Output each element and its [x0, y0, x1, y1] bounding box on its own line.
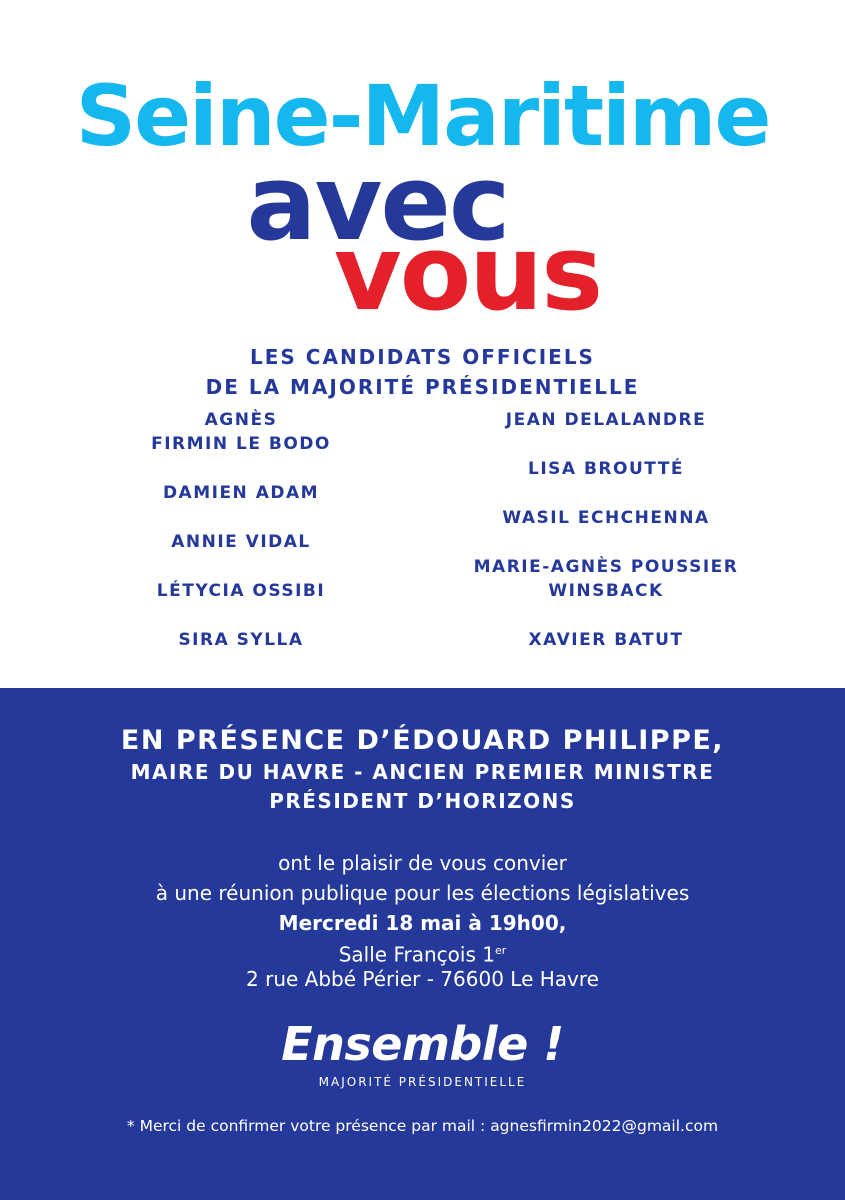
candidates-left	[91, 408, 391, 652]
invitation-venue-sup: er	[494, 944, 507, 957]
candidate	[456, 555, 756, 603]
subtitle-line2: DE LA MAJORITÉ PRÉSIDENTIELLE	[205, 375, 640, 399]
candidate-line: FIRMIN LE BODO	[151, 434, 331, 454]
subtitle-line1: LES CANDIDATS OFFICIELS	[250, 345, 595, 369]
candidate-line: XAVIER BATUT	[528, 630, 684, 650]
headline-vous	[0, 212, 845, 334]
presence-title: EN PRÉSENCE D’ÉDOUARD PHILIPPE,	[120, 725, 725, 756]
brand-logo: Ensemble !	[281, 1017, 564, 1071]
candidate	[456, 506, 756, 530]
candidate-line: SIRA SYLLA	[178, 630, 304, 650]
candidate	[91, 579, 391, 603]
rsvp-note: * Merci de confirmer votre présence par mail : agnesfirmin2022@gmail.com	[126, 1117, 719, 1135]
candidates-right	[456, 408, 756, 652]
headline-seine-maritime: Seine-Maritime	[75, 67, 770, 165]
headline-vous-text: vous	[333, 212, 602, 334]
candidate-line: MARIE-AGNÈS POUSSIER	[473, 557, 739, 577]
candidate	[456, 408, 756, 432]
invitation-line2: à une réunion publique pour les élections législatives	[155, 881, 690, 905]
candidate-line: WASIL ECHCHENNA	[502, 508, 710, 528]
presence-role2: PRÉSIDENT D’HORIZONS	[269, 789, 576, 813]
candidate-line: AGNÈS	[204, 410, 278, 430]
invitation-date: Mercredi 18 mai à 19h00,	[278, 911, 567, 935]
brand-subtitle: MAJORITÉ PRÉSIDENTIELLE	[318, 1075, 527, 1089]
candidate	[91, 628, 391, 652]
candidate-line: LISA BROUTTÉ	[528, 459, 684, 479]
candidate-line: WINSBACK	[548, 581, 664, 601]
invitation-line1: ont le plaisir de vous convier	[278, 851, 567, 875]
candidate	[91, 530, 391, 554]
candidate-line: JEAN DELALANDRE	[505, 410, 707, 430]
headline-avec-text: avec	[246, 142, 509, 264]
candidate	[456, 628, 756, 652]
candidate	[91, 481, 391, 505]
candidate-line: LÉTYCIA OSSIBI	[156, 581, 326, 601]
invitation-venue-text: Salle François 1	[338, 942, 495, 967]
invitation-address: 2 rue Abbé Périer - 76600 Le Havre	[246, 967, 599, 991]
candidate	[91, 408, 391, 456]
candidate	[456, 457, 756, 481]
presence-role1: MAIRE DU HAVRE - ANCIEN PREMIER MINISTRE	[130, 760, 715, 784]
candidate-line: DAMIEN ADAM	[162, 483, 320, 503]
candidate-line: ANNIE VIDAL	[171, 532, 311, 552]
